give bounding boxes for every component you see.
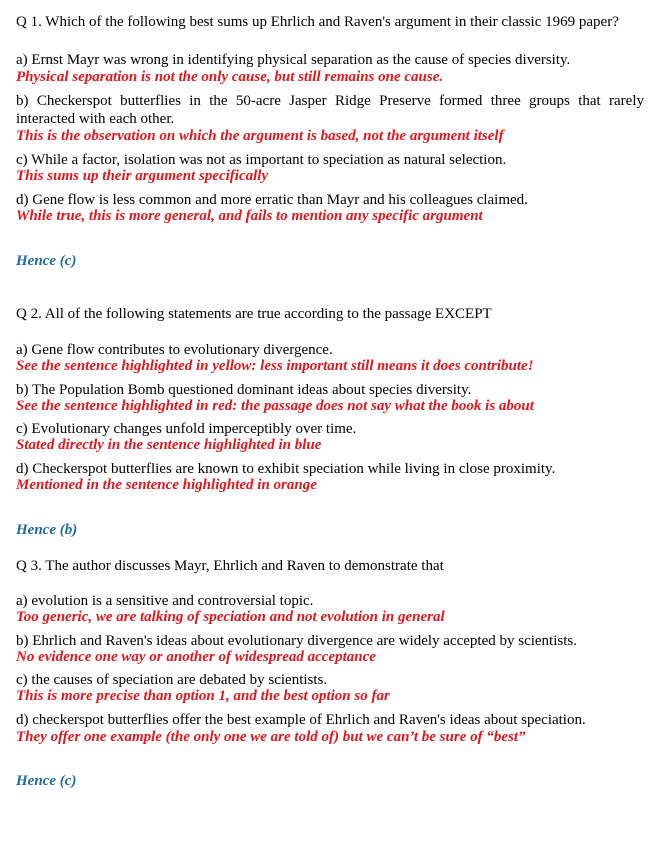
q2-option-d: d) Checkerspot butterflies are known to exhibit speciation while living in close proximity.	[16, 461, 556, 477]
q2-answer: Hence (b)	[16, 522, 78, 538]
q2-option-c: c) Evolutionary changes unfold imperceptibly over time.	[16, 421, 357, 437]
q3-option-d: d) checkerspot butterflies offer the best example of Ehrlich and Raven's ideas about speciation.	[16, 712, 586, 728]
q2-option-d-note: Mentioned in the sentence highlighted in orange	[16, 477, 317, 493]
question-2-prompt: Q 2. All of the following statements are true according to the passage EXCEPT	[16, 306, 492, 322]
q3-option-c: c) the causes of speciation are debated by scientists.	[16, 672, 328, 688]
question-1-prompt: Q 1. Which of the following best sums up Ehrlich and Raven's argument in their classic 1969 paper?	[16, 14, 619, 30]
q2-option-b-note: See the sentence highlighted in red: the passage does not say what the book is about	[16, 398, 534, 414]
q2-option-c-note: Stated directly in the sentence highlighted in blue	[16, 437, 322, 453]
q3-option-a: a) evolution is a sensitive and controversial topic.	[16, 593, 314, 609]
q1-option-a: a) Ernst Mayr was wrong in identifying physical separation as the cause of species diversity.	[16, 52, 571, 68]
q1-option-d-note: While true, this is more general, and fails to mention any specific argument	[16, 208, 483, 224]
q3-answer: Hence (c)	[16, 773, 77, 789]
q1-option-b-note: This is the observation on which the argument is based, not the argument itself	[16, 128, 504, 144]
question-3-prompt: Q 3. The author discusses Mayr, Ehrlich and Raven to demonstrate that	[16, 558, 444, 574]
q1-option-c: c) While a factor, isolation was not as important to speciation as natural selection.	[16, 152, 507, 168]
q1-option-c-note: This sums up their argument specifically	[16, 168, 269, 184]
q2-option-b: b) The Population Bomb questioned dominant ideas about species diversity.	[16, 382, 472, 398]
q2-option-a-note: See the sentence highlighted in yellow: less important still means it does contribute!	[16, 358, 534, 374]
q3-option-d-note: They offer one example (the only one we are told of) but we can’t be sure of “best”	[16, 729, 526, 745]
q2-option-a: a) Gene flow contributes to evolutionary divergence.	[16, 342, 333, 358]
q3-option-b: b) Ehrlich and Raven's ideas about evolutionary divergence are widely accepted by scientists.	[16, 633, 577, 649]
q1-option-b: b) Checkerspot butterflies in the 50-acre Jasper Ridge Preserve formed three groups that rarely interacted with each other.	[16, 93, 644, 127]
q1-answer: Hence (c)	[16, 253, 77, 269]
q3-option-c-note: This is more precise than option 1, and the best option so far	[16, 688, 390, 704]
q1-option-a-note: Physical separation is not the only cause, but still remains one cause.	[16, 69, 444, 85]
q3-option-a-note: Too generic, we are talking of speciation and not evolution in general	[16, 609, 445, 625]
q3-option-b-note: No evidence one way or another of widespread acceptance	[16, 649, 376, 665]
q1-option-d: d) Gene flow is less common and more erratic than Mayr and his colleagues claimed.	[16, 192, 528, 208]
